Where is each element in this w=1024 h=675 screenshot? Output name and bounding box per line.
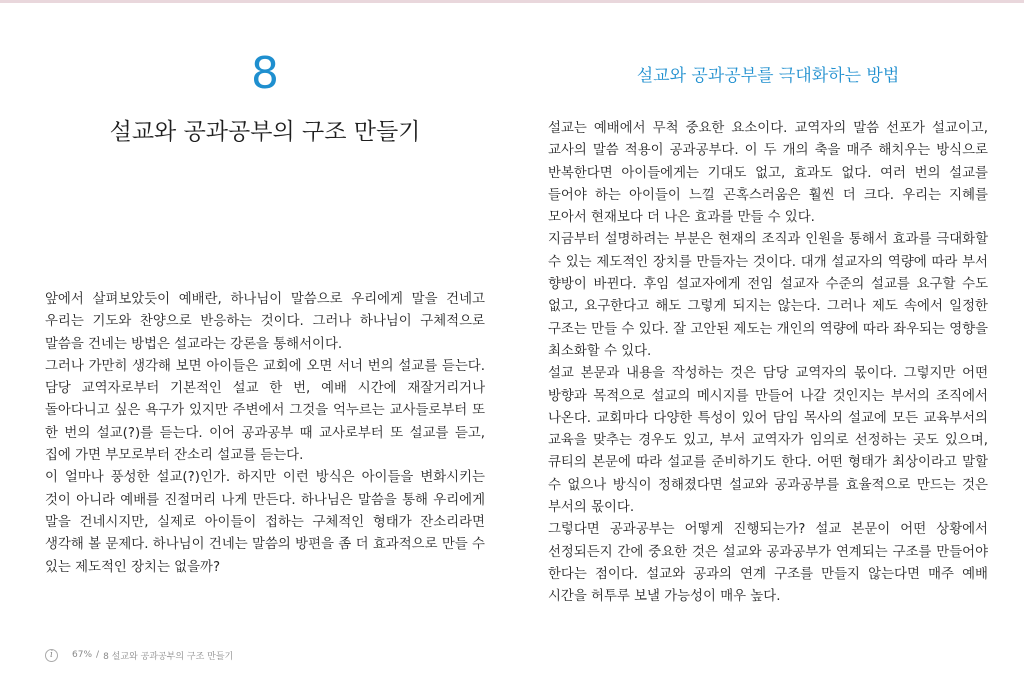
- footer-separator: /: [96, 650, 100, 660]
- chapter-title: 설교와 공과공부의 구조 만들기: [109, 119, 421, 145]
- left-page[interactable]: [0, 0, 512, 640]
- paragraph: 설교는 예배에서 무척 중요한 요소이다. 교역자의 말씀 선포가 설교이고, 교사의 말씀 적용이 공과공부다. 이 두 개의 축을 매주 해치우는 방식으로 반복한다면 아이들에게는 기대도 없고, 효과도 없다. 여러 번의 설교를 들어야 하는 아이들이 느낄 곤혹스러움은 훨씬 더 크다. 우리는 지혜를 모아서 현재보다 더 나은 효과를 만들 수 있다.: [548, 121, 988, 226]
- paragraph: 그렇다면 공과공부는 어떻게 진행되는가? 설교 본문이 어떤 상황에서 선정되든지 간에 중요한 것은 설교와 공과공부가 연계되는 구조를 만들어야 한다는 점이다. 설교와 공과의 연계 구조를 만들지 않는다면 매주 예배 시간을 허투루 보낼 가능성이 매우 높다.: [548, 522, 988, 605]
- section-heading: 설교와 공과공부를 극대화하는 방법: [636, 66, 900, 86]
- reading-progress-footer: [45, 647, 233, 663]
- right-body-text: [548, 118, 988, 609]
- footer-chapter-label: 8 설교와 공과공부의 구조 만들기: [103, 651, 234, 662]
- paragraph: 설교 본문과 내용을 작성하는 것은 담당 교역자의 몫이다. 그렇지만 어떤 방향과 목적으로 설교의 메시지를 만들어 나갈 것인지는 부서의 조직에서 나온다. 교회마다 다양한 특성이 있어 담임 목사의 설교에 모든 교육부서의 교육을 맞추는 경우도 있고, 부서 교역자가 임의로 선정하는 곳도 있으며, 큐티의 본문에 따라 설교를 준비하기도 한다. 어떤 형태가 최상이라고 말할 수 없으나 방식이 정해졌다면 설교와 공과공부를 효율적으로 만드는 것은 부서의 몫이다.: [548, 366, 988, 516]
- progress-percent: 67%: [72, 650, 93, 660]
- paragraph: 지금부터 설명하려는 부분은 현재의 조직과 인원을 통해서 효과를 극대화할 수 있는 제도적인 장치를 만들자는 것이다. 대개 설교자의 역량에 따라 부서 향방이 바뀐다. 후임 설교자에게 전임 설교자 수준의 설교를 요구할 수도 없고, 요구한다고 해도 그렇게 되지는 않는다. 그러나 제도 속에서 일정한 구조는 만들 수 있다. 잘 고안된 제도는 개인의 역량에 따라 좌우되는 영향을 최소화할 수 있다.: [548, 232, 988, 359]
- paragraph: 앞에서 살펴보았듯이 예배란, 하나님이 말씀으로 우리에게 말을 건네고 우리는 기도와 찬양으로 반응하는 것이다. 그러나 하나님이 구체적으로 말씀을 건네는 방법은 설교라는 강론을 통해서이다.: [45, 292, 485, 352]
- chapter-number: 8: [251, 48, 279, 99]
- paragraph: 이 얼마나 풍성한 설교(?)인가. 하지만 이런 방식은 아이들을 변화시키는 것이 아니라 예배를 진절머리 나게 만든다. 하나님은 말씀을 통해 우리에게 말을 건네시지만, 실제로 아이들이 접하는 구체적인 형태가 잔소리라면 생각해 볼 문제다. 하나님이 건네는 말씀의 방편을 좀 더 효과적으로 만들 수 있는 제도적인 장치는 없을까?: [45, 470, 485, 575]
- paragraph: 그러나 가만히 생각해 보면 아이들은 교회에 오면 서너 번의 설교를 듣는다. 담당 교역자로부터 기본적인 설교 한 번, 예배 시간에 재잘거리거나 돌아다니고 싶은 욕구가 있지만 주변에서 그것을 억누르는 교사들로부터 또 한 번의 설교(?)를 듣는다. 이어 공과공부 때 교사로부터 또 설교를 듣고, 집에 가면 부모로부터 잔소리 설교를 듣는다.: [45, 358, 485, 464]
- info-icon[interactable]: i: [45, 649, 58, 662]
- left-body-text: [45, 289, 485, 579]
